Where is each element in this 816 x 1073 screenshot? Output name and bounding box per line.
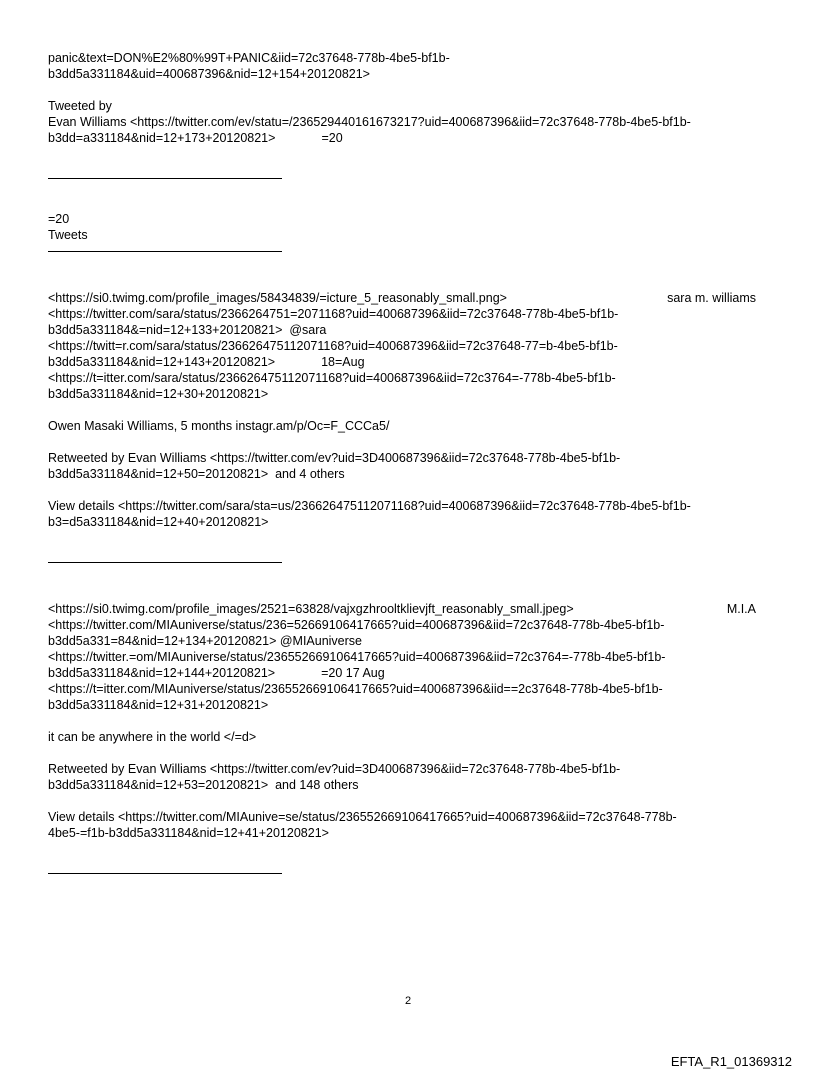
tweet-header-line — [48, 290, 756, 306]
tweet-entry — [48, 601, 768, 841]
avatar-image-link[interactable]: <https://si0.twimg.com/profile_images/58434839/=icture_5_reasonably_small.png> — [48, 291, 507, 305]
status-link[interactable]: <https://twitter.com/MIAuniverse/status/236=52669106417665?uid=400687396&iid=72c37648-778b-4be5-bf1b- — [48, 618, 665, 632]
status-link-tail[interactable]: b3dd5a331184&nid=12+143+20120821> — [48, 355, 276, 369]
retweeted-by-tail[interactable]: b3dd5a331184&nid=12+53=20120821> and 148 others — [48, 778, 359, 792]
timestamp-line — [48, 354, 768, 370]
view-details-tail[interactable]: b3=d5a331184&nid=12+40+20120821> — [48, 515, 269, 529]
page-number: 2 — [404, 995, 412, 1007]
status-link[interactable]: <https://twitter.=om/MIAuniverse/status/236552669106417665?uid=400687396&iid=72c3764=-778b-4be5-bf1b- — [48, 650, 666, 664]
status-link-tail[interactable]: b3dd5a331184&nid=12+31+20120821> — [48, 698, 269, 712]
divider — [48, 873, 282, 874]
url-fragment-line: b3dd5a331184&uid=400687396&nid=12+154+20120821> — [48, 67, 370, 81]
timestamp-line — [48, 665, 768, 681]
tweet-date: 18=Aug — [321, 355, 365, 369]
author-name[interactable]: M.I.A — [726, 602, 756, 616]
tweet-header-line — [48, 601, 756, 617]
tweeted-by-label: Tweeted by — [48, 99, 112, 113]
status-link-tail[interactable]: b3dd5a331184&nid=12+30+20120821> — [48, 387, 269, 401]
document-body — [48, 50, 768, 874]
tweeted-by-link-cont — [48, 130, 768, 146]
status-link-tail[interactable]: b3dd5a331184&nid=12+144+20120821> — [48, 666, 276, 680]
status-link[interactable]: <https://t=itter.com/sara/status/236626475112071168?uid=400687396&iid=72c3764=-778b-4be5-bf1b- — [48, 371, 616, 385]
avatar-image-link[interactable]: <https://si0.twimg.com/profile_images/2521=63828/vajxgzhrooltklievjft_reasonably_small.jpeg> — [48, 602, 574, 616]
tweet-date: =20 17 Aug — [321, 666, 385, 680]
retweeted-by-link[interactable]: Retweeted by Evan Williams <https://twitter.com/ev?uid=3D400687396&iid=72c37648-778b-4be5-bf1b- — [48, 451, 621, 465]
tweeted-by-link[interactable]: Evan Williams <https://twitter.com/ev/statu=/236529440161673217?uid=400687396&iid=72c37648-778b-4be5-bf1b- — [48, 115, 691, 129]
status-link-tail[interactable]: b3dd5a331184&=nid=12+133+20120821> @sara — [48, 323, 327, 337]
encoded-space: =20 — [321, 131, 343, 145]
status-link-tail[interactable]: b3dd5a331=84&nid=12+134+20120821> @MIAuniverse — [48, 634, 362, 648]
url-fragment-line: panic&text=DON%E2%80%99T+PANIC&iid=72c37648-778b-4be5-bf1b- — [48, 51, 450, 65]
encoded-space: =20 — [48, 212, 70, 226]
tweet-entry — [48, 290, 768, 530]
status-link[interactable]: <https://twitter.com/sara/status/2366264751=2071168?uid=400687396&iid=72c37648-778b-4be5-bf1b- — [48, 307, 619, 321]
view-details-link[interactable]: View details <https://twitter.com/MIAunive=se/status/236552669106417665?uid=400687396&iid=72c37648-778b- — [48, 810, 677, 824]
status-link[interactable]: <https://twitt=r.com/sara/status/236626475112071168?uid=400687396&iid=72c37648-77=b-4be5-bf1b- — [48, 339, 618, 353]
view-details-tail[interactable]: 4be5-=f1b-b3dd5a331184&nid=12+41+20120821> — [48, 826, 329, 840]
status-link[interactable]: <https://t=itter.com/MIAuniverse/status/236552669106417665?uid=400687396&iid==2c37648-778b-4be5-bf1b- — [48, 682, 663, 696]
retweeted-by-tail[interactable]: b3dd5a331184&nid=12+50=20120821> and 4 others — [48, 467, 345, 481]
bates-number: EFTA_R1_01369312 — [670, 1054, 792, 1069]
retweeted-by-link[interactable]: Retweeted by Evan Williams <https://twitter.com/ev?uid=3D400687396&iid=72c37648-778b-4be5-bf1b- — [48, 762, 621, 776]
section-heading-tweets: Tweets — [48, 228, 88, 242]
tweeted-by-link-tail[interactable]: b3dd=a331184&nid=12+173+20120821> — [48, 131, 276, 145]
author-name[interactable]: sara m. williams — [667, 291, 756, 305]
tweet-text: Owen Masaki Williams, 5 months instagr.am/p/Oc=F_CCCa5/ — [48, 419, 390, 433]
view-details-link[interactable]: View details <https://twitter.com/sara/sta=us/236626475112071168?uid=400687396&iid=72c37648-778b-4be5-bf1b- — [48, 499, 691, 513]
tweet-text: it can be anywhere in the world </=d> — [48, 730, 257, 744]
